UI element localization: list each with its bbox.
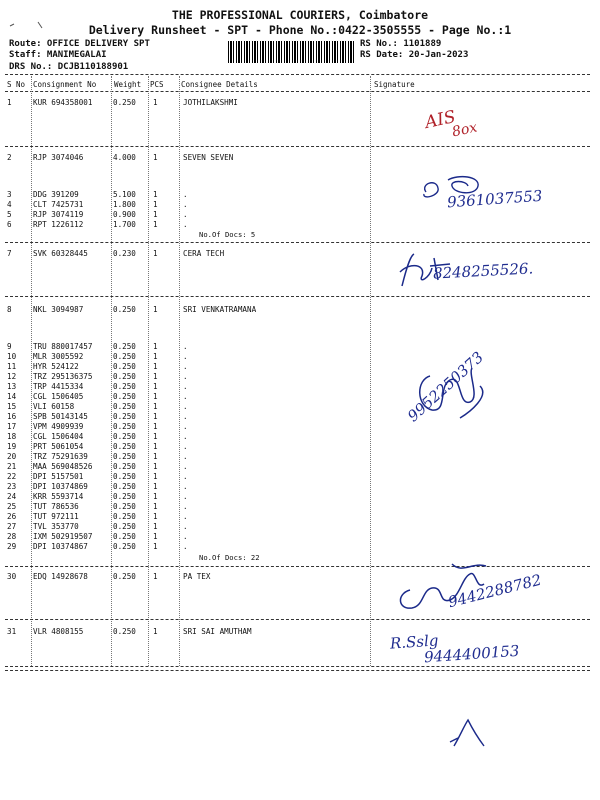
col-sno: S No — [7, 80, 26, 89]
row-pcs: 1 — [153, 627, 158, 636]
row-consignee: . — [183, 512, 188, 521]
row-sno: 19 — [7, 442, 17, 451]
row-pcs: 1 — [153, 412, 158, 421]
row-pcs: 1 — [153, 352, 158, 361]
row-weight: 0.250 — [113, 402, 136, 411]
handwritten-note: AIS — [423, 107, 458, 133]
row-weight: 0.250 — [113, 462, 136, 471]
row-pcs: 1 — [153, 542, 158, 551]
row-sno: 4 — [7, 200, 12, 209]
row-divider — [5, 670, 590, 671]
row-sno: 8 — [7, 305, 12, 314]
docs-count: No.Of Docs: 5 — [199, 230, 256, 239]
row-weight: 0.250 — [113, 542, 136, 551]
row-consignee: . — [183, 522, 188, 531]
row-weight: 0.250 — [113, 492, 136, 501]
row-sno: 22 — [7, 472, 17, 481]
row-consignment: TUT 972111 — [33, 512, 79, 521]
row-pcs: 1 — [153, 210, 158, 219]
row-consignment: KRR 5593714 — [33, 492, 84, 501]
col-weight: Weight — [114, 80, 142, 89]
route-label: Route: OFFICE DELIVERY SPT — [9, 39, 150, 49]
row-consignment: PRT 5061054 — [33, 442, 84, 451]
row-consignment: DPI 10374869 — [33, 482, 88, 491]
column-header-divider — [5, 91, 590, 92]
row-pcs: 1 — [153, 153, 158, 162]
col-separator — [179, 76, 180, 666]
row-consignee: . — [183, 502, 188, 511]
row-pcs: 1 — [153, 200, 158, 209]
col-separator — [111, 76, 112, 666]
row-weight: 5.100 — [113, 190, 136, 199]
row-sno: 30 — [7, 572, 17, 581]
row-pcs: 1 — [153, 462, 158, 471]
row-pcs: 1 — [153, 305, 158, 314]
row-consignee: PA TEX — [183, 572, 211, 581]
row-consignment: TUT 786536 — [33, 502, 79, 511]
row-consignee: . — [183, 492, 188, 501]
row-consignment: CGL 1506404 — [33, 432, 84, 441]
row-pcs: 1 — [153, 492, 158, 501]
row-weight: 0.250 — [113, 422, 136, 431]
row-sno: 12 — [7, 372, 17, 381]
row-consignment: VLI 60158 — [33, 402, 75, 411]
row-consignee: . — [183, 372, 188, 381]
row-pcs: 1 — [153, 402, 158, 411]
row-consignment: IXM 502919507 — [33, 532, 93, 541]
row-consignment: TRU 880017457 — [33, 342, 93, 351]
row-consignment: TRZ 75291639 — [33, 452, 88, 461]
row-divider — [5, 566, 590, 567]
row-consignment: SVK 60328445 — [33, 249, 88, 258]
row-consignment: RJP 3074119 — [33, 210, 84, 219]
runsheet-title: Delivery Runsheet - SPT - Phone No.:0422-3505555 - Page No.:1 — [88, 23, 512, 37]
row-weight: 4.000 — [113, 153, 136, 162]
col-signature: Signature — [374, 80, 415, 89]
row-consignee: . — [183, 482, 188, 491]
row-consignment: KUR 694358001 — [33, 98, 93, 107]
row-divider — [5, 296, 590, 297]
row-sno: 27 — [7, 522, 17, 531]
row-divider — [5, 619, 590, 620]
docs-count: No.Of Docs: 22 — [199, 553, 260, 562]
row-consignment: CLT 7425731 — [33, 200, 84, 209]
row-divider — [5, 242, 590, 243]
row-sno: 26 — [7, 512, 17, 521]
row-sno: 25 — [7, 502, 17, 511]
row-sno: 7 — [7, 249, 12, 258]
row-pcs: 1 — [153, 532, 158, 541]
row-sno: 10 — [7, 352, 17, 361]
row-consignee: SRI VENKATRAMANA — [183, 305, 257, 314]
row-pcs: 1 — [153, 522, 158, 531]
row-weight: 0.250 — [113, 352, 136, 361]
pen-mark — [448, 716, 488, 756]
row-consignee: . — [183, 432, 188, 441]
row-consignee: . — [183, 352, 188, 361]
row-weight: 0.250 — [113, 452, 136, 461]
row-sno: 13 — [7, 382, 17, 391]
row-consignee: . — [183, 402, 188, 411]
row-consignee: . — [183, 542, 188, 551]
row-weight: 0.250 — [113, 572, 136, 581]
row-sno: 18 — [7, 432, 17, 441]
barcode — [228, 41, 354, 63]
row-pcs: 1 — [153, 190, 158, 199]
row-consignee: . — [183, 452, 188, 461]
row-consignment: RPT 1226112 — [33, 220, 84, 229]
row-sno: 28 — [7, 532, 17, 541]
row-weight: 0.230 — [113, 249, 136, 258]
row-pcs: 1 — [153, 249, 158, 258]
col-consignee: Consignee Details — [181, 80, 258, 89]
row-consignment: TVL 353770 — [33, 522, 79, 531]
row-pcs: 1 — [153, 98, 158, 107]
row-pcs: 1 — [153, 512, 158, 521]
row-divider — [5, 666, 590, 667]
row-consignment: VPM 4909939 — [33, 422, 84, 431]
row-consignee: . — [183, 200, 188, 209]
row-weight: 0.250 — [113, 305, 136, 314]
row-consignee: . — [183, 412, 188, 421]
row-weight: 0.250 — [113, 472, 136, 481]
row-consignment: TRZ 295136375 — [33, 372, 93, 381]
row-consignment: DPI 5157501 — [33, 472, 84, 481]
row-weight: 0.250 — [113, 372, 136, 381]
row-consignee: . — [183, 392, 188, 401]
row-consignee: SRI SAI AMUTHAM — [183, 627, 252, 636]
row-sno: 21 — [7, 462, 17, 471]
row-consignment: EDQ 14928678 — [33, 572, 88, 581]
row-consignee: . — [183, 422, 188, 431]
row-pcs: 1 — [153, 572, 158, 581]
row-consignee: JOTHILAKSHMI — [183, 98, 238, 107]
row-weight: 0.900 — [113, 210, 136, 219]
row-consignee: . — [183, 472, 188, 481]
col-separator — [148, 76, 149, 666]
col-separator — [370, 76, 371, 666]
handwritten-phone: 9361037553 — [446, 186, 543, 212]
scan-mark — [8, 16, 48, 36]
row-weight: 1.700 — [113, 220, 136, 229]
handwritten-note: 8ox — [450, 119, 479, 141]
row-consignee: . — [183, 210, 188, 219]
row-consignee: . — [183, 532, 188, 541]
row-weight: 0.250 — [113, 98, 136, 107]
company-title: THE PROFESSIONAL COURIERS, Coimbatore — [171, 8, 429, 22]
row-pcs: 1 — [153, 422, 158, 431]
row-sno: 31 — [7, 627, 17, 636]
row-weight: 0.250 — [113, 442, 136, 451]
row-consignee: . — [183, 190, 188, 199]
row-sno: 11 — [7, 362, 17, 371]
row-consignee: . — [183, 462, 188, 471]
row-consignee: . — [183, 382, 188, 391]
row-consignee: SEVEN SEVEN — [183, 153, 234, 162]
row-pcs: 1 — [153, 442, 158, 451]
row-consignee: . — [183, 342, 188, 351]
row-consignment: MLR 3005592 — [33, 352, 84, 361]
header-divider — [5, 74, 590, 75]
row-weight: 0.250 — [113, 412, 136, 421]
row-sno: 16 — [7, 412, 17, 421]
row-weight: 0.250 — [113, 512, 136, 521]
row-pcs: 1 — [153, 362, 158, 371]
row-pcs: 1 — [153, 342, 158, 351]
handwritten-name: R.Sslg — [389, 631, 440, 653]
handwritten-phone: 9442288782 — [446, 570, 544, 612]
col-consignment: Consignment No — [33, 80, 97, 89]
row-sno: 2 — [7, 153, 12, 162]
row-sno: 15 — [7, 402, 17, 411]
row-consignment: HYR 524122 — [33, 362, 79, 371]
staff-label: Staff: MANIMEGALAI — [9, 50, 107, 60]
row-pcs: 1 — [153, 472, 158, 481]
row-sno: 23 — [7, 482, 17, 491]
row-sno: 3 — [7, 190, 12, 199]
handwritten-phone: 8248255526. — [432, 259, 534, 283]
row-weight: 0.250 — [113, 382, 136, 391]
row-consignment: TRP 4415334 — [33, 382, 84, 391]
row-pcs: 1 — [153, 432, 158, 441]
rs-number: RS No.: 1101889 — [360, 39, 442, 49]
row-sno: 14 — [7, 392, 17, 401]
row-weight: 0.250 — [113, 342, 136, 351]
row-weight: 0.250 — [113, 362, 136, 371]
row-consignment: MAA 569048526 — [33, 462, 93, 471]
row-pcs: 1 — [153, 372, 158, 381]
row-consignee: . — [183, 220, 188, 229]
row-consignment: NKL 3094987 — [33, 305, 84, 314]
row-consignment: VLR 4808155 — [33, 627, 84, 636]
row-consignment: RJP 3074046 — [33, 153, 84, 162]
row-pcs: 1 — [153, 502, 158, 511]
rs-date: RS Date: 20-Jan-2023 — [360, 50, 469, 60]
row-consignee: . — [183, 362, 188, 371]
row-weight: 0.250 — [113, 522, 136, 531]
row-consignment: CGL 1506405 — [33, 392, 84, 401]
handwritten-phone: 9444400153 — [423, 641, 520, 667]
col-pcs: PCS — [150, 80, 164, 89]
row-pcs: 1 — [153, 382, 158, 391]
row-consignment: SPB 50143145 — [33, 412, 88, 421]
row-sno: 6 — [7, 220, 12, 229]
col-separator — [31, 76, 32, 666]
row-pcs: 1 — [153, 452, 158, 461]
row-pcs: 1 — [153, 220, 158, 229]
row-sno: 29 — [7, 542, 17, 551]
row-consignment: DPI 10374867 — [33, 542, 88, 551]
row-sno: 20 — [7, 452, 17, 461]
row-weight: 0.250 — [113, 532, 136, 541]
drs-number: DRS No.: DCJB110188901 — [9, 62, 129, 72]
row-weight: 0.250 — [113, 502, 136, 511]
row-divider — [5, 146, 590, 147]
row-sno: 24 — [7, 492, 17, 501]
row-weight: 0.250 — [113, 432, 136, 441]
row-pcs: 1 — [153, 482, 158, 491]
row-consignee: . — [183, 442, 188, 451]
row-sno: 1 — [7, 98, 12, 107]
row-sno: 5 — [7, 210, 12, 219]
row-consignee: CERA TECH — [183, 249, 225, 258]
handwritten-phone: 9952250373 — [404, 348, 487, 426]
row-pcs: 1 — [153, 392, 158, 401]
row-sno: 9 — [7, 342, 12, 351]
row-weight: 0.250 — [113, 392, 136, 401]
row-weight: 0.250 — [113, 627, 136, 636]
row-consignment: DDG 391209 — [33, 190, 79, 199]
row-weight: 0.250 — [113, 482, 136, 491]
row-sno: 17 — [7, 422, 17, 431]
row-weight: 1.800 — [113, 200, 136, 209]
